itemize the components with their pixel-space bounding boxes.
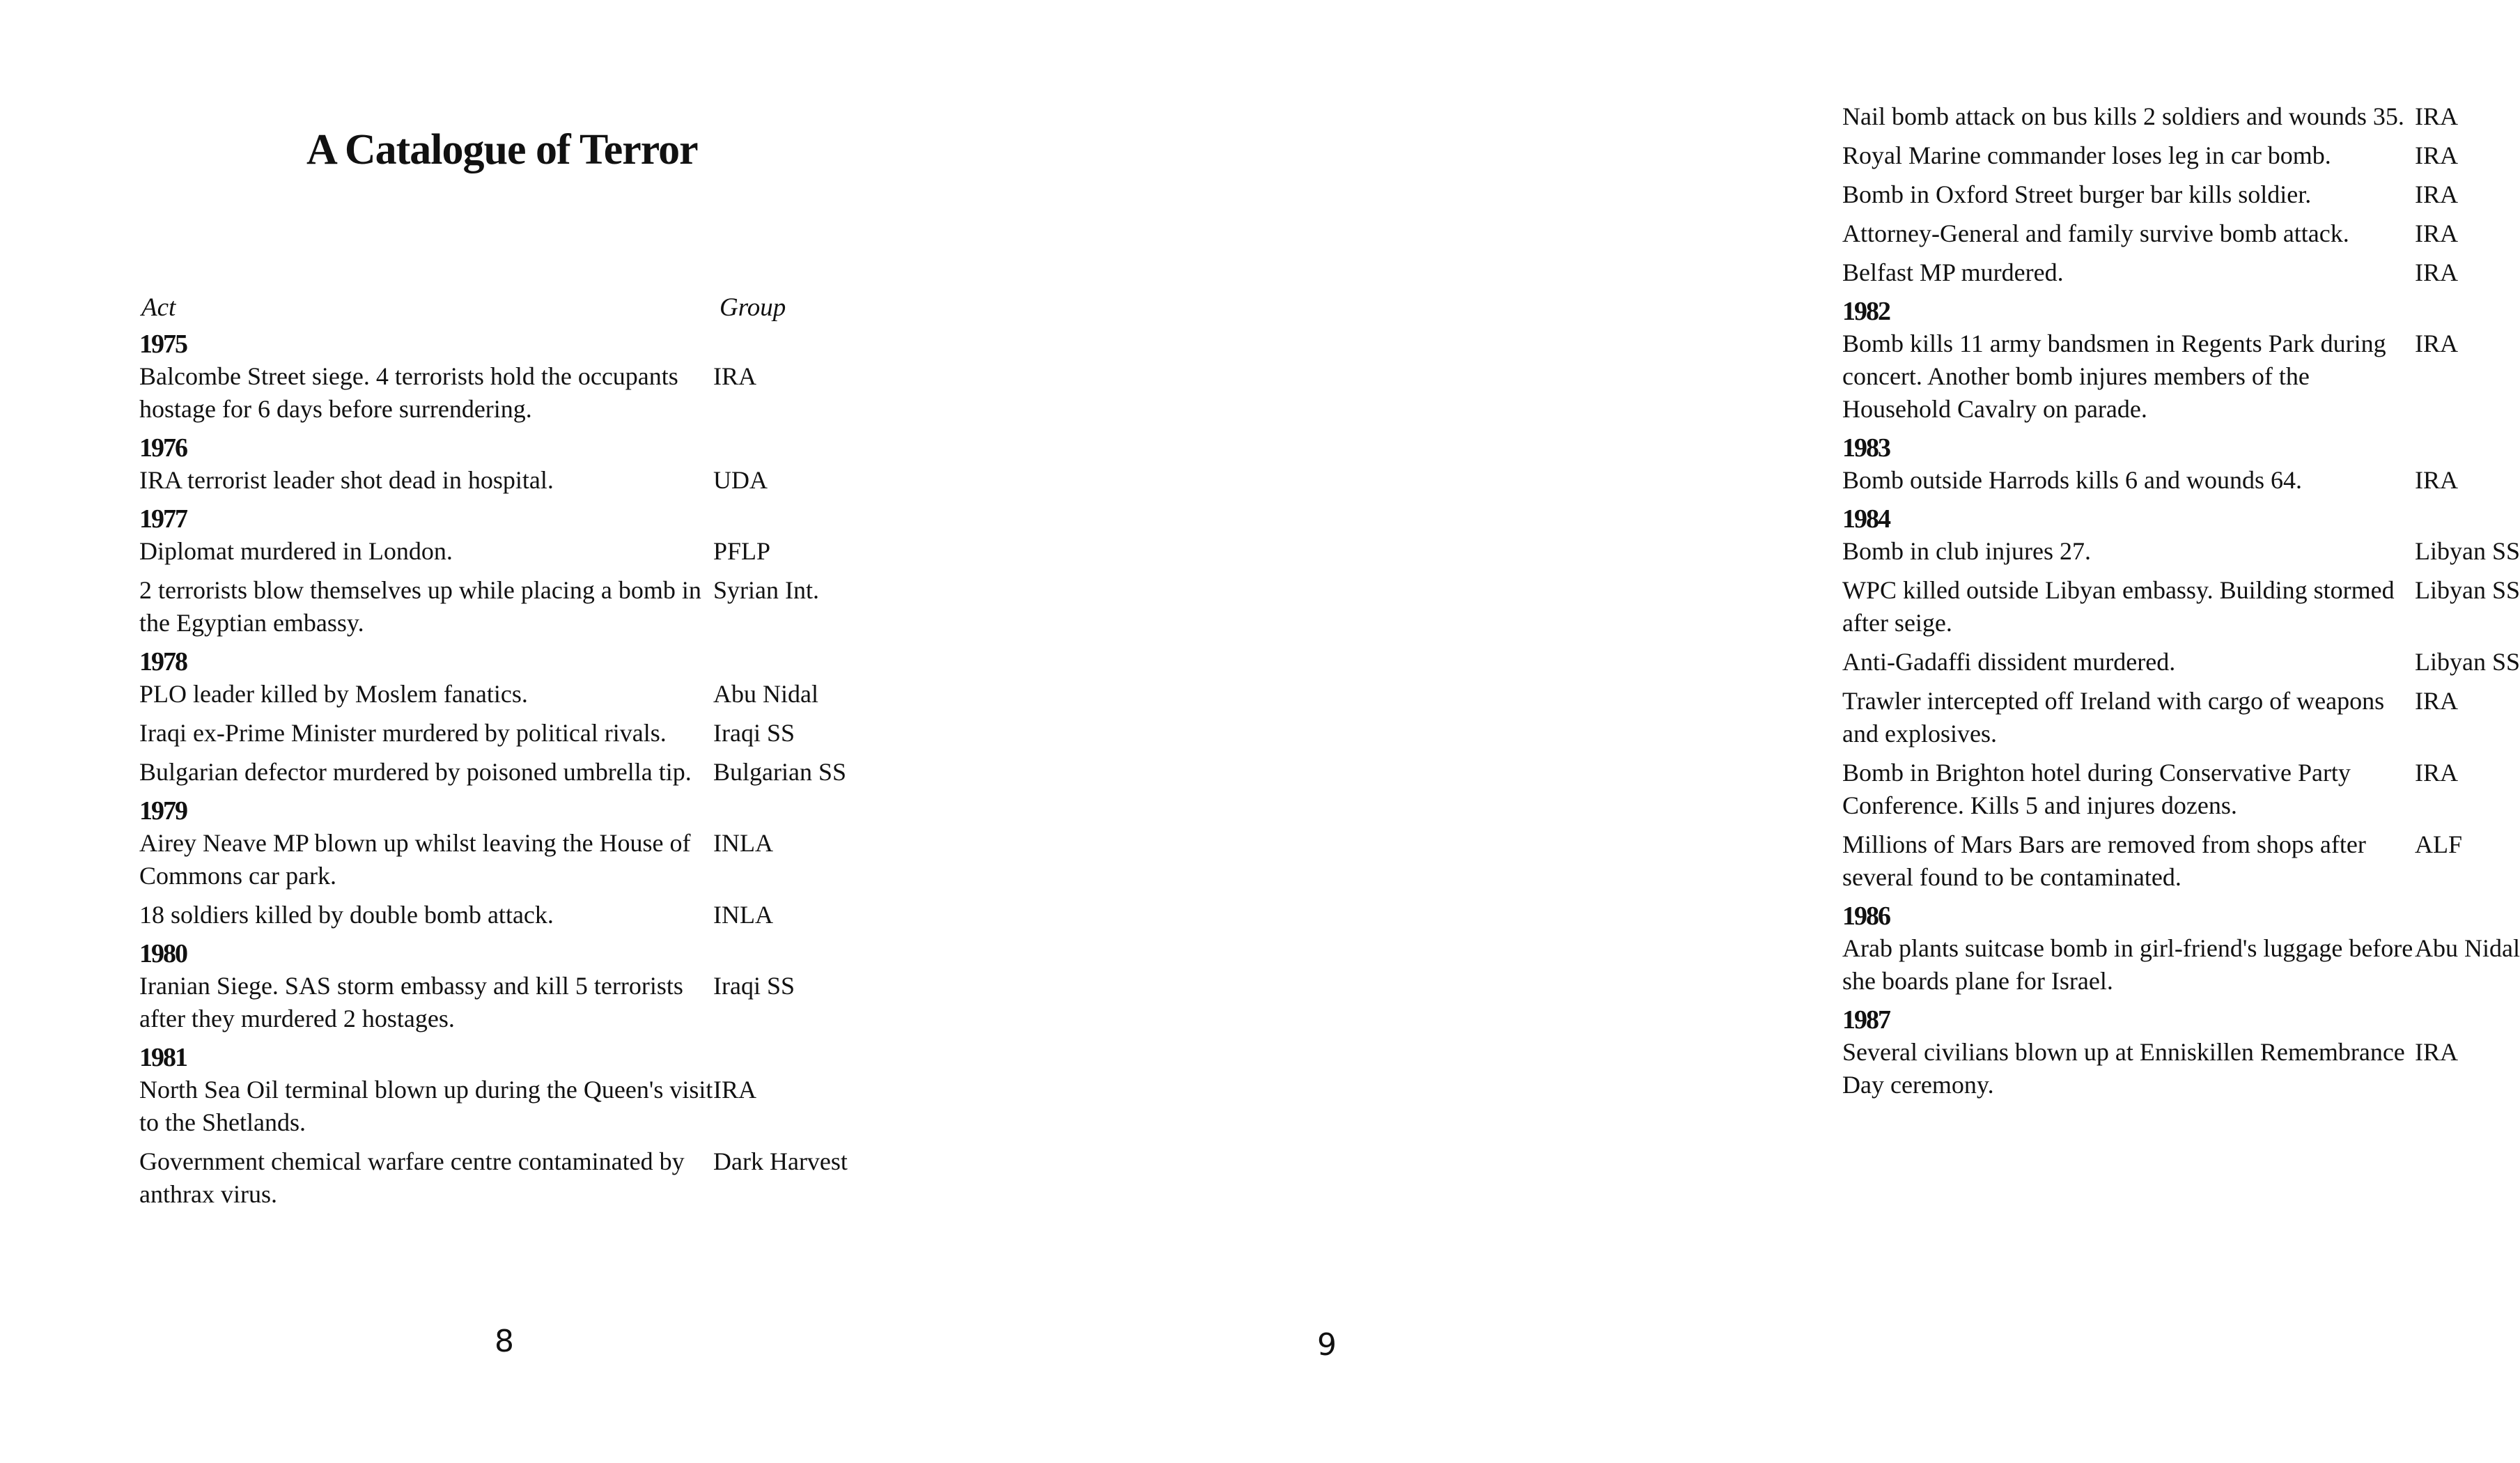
year-heading: 1987 [1842, 1005, 1890, 1035]
entry-row [1842, 535, 2520, 568]
act-description: Bomb kills 11 army bandsmen in Regents Park during concert. Another bomb injures members of the Household Cavalry on parade. [1842, 330, 2386, 423]
entry-row [139, 756, 848, 789]
act-description: Bomb outside Harrods kills 6 and wounds 64. [1842, 466, 2302, 494]
group-name: IRA [2415, 180, 2458, 208]
group-name: Libyan SS [2415, 576, 2520, 604]
act-description: 2 terrorists blow themselves up while placing a bomb in the Egyptian embassy. [139, 576, 701, 637]
entry-row [139, 717, 848, 750]
group-name: INLA [713, 901, 773, 929]
group-name: Syrian Int. [713, 576, 819, 604]
act-description: Millions of Mars Bars are removed from shops after several found to be contaminated. [1842, 830, 2366, 891]
entry-row [1842, 685, 2520, 750]
group-name: ALF [2415, 830, 2463, 858]
act-description: Royal Marine commander loses leg in car bomb. [1842, 141, 2331, 169]
entry-row [1842, 217, 2520, 250]
entry-row [1842, 757, 2520, 822]
year-heading: 1980 [139, 939, 187, 968]
group-name: Libyan SS [2415, 537, 2520, 565]
group-name: PFLP [713, 537, 771, 565]
act-description: Arab plants suitcase bomb in girl-friend's luggage before she boards plane for Israel. [1842, 934, 2413, 995]
entry-row [1842, 464, 2520, 497]
entry-row [1842, 139, 2520, 172]
act-description: Government chemical warfare centre contaminated by anthrax virus. [139, 1147, 685, 1208]
group-name: IRA [2415, 687, 2458, 715]
group-name: Libyan SS [2415, 648, 2520, 676]
act-description: Anti-Gadaffi dissident murdered. [1842, 648, 2176, 676]
entry-row [139, 899, 848, 931]
entry-row [1842, 828, 2520, 894]
year-heading: 1982 [1842, 297, 1890, 326]
group-column-header: Group [720, 293, 786, 322]
entry-row [139, 360, 848, 426]
group-name: IRA [2415, 219, 2458, 247]
group-name: Abu Nidal [713, 680, 818, 708]
group-name: IRA [2415, 141, 2458, 169]
group-name: UDA [713, 466, 768, 494]
group-name: IRA [713, 1076, 756, 1104]
entry-row [1842, 646, 2520, 679]
act-description: Nail bomb attack on bus kills 2 soldiers and wounds 35. [1842, 102, 2404, 130]
year-heading: 1984 [1842, 504, 1890, 534]
right-page [889, 0, 2520, 1463]
act-description: Attorney-General and family survive bomb attack. [1842, 219, 2349, 247]
act-description: Iranian Siege. SAS storm embassy and kill 5 terrorists after they murdered 2 hostages. [139, 972, 683, 1032]
group-name: IRA [2415, 466, 2458, 494]
entry-row [1842, 100, 2520, 133]
group-name: Iraqi SS [713, 972, 795, 1000]
act-description: WPC killed outside Libyan embassy. Building stormed after seige. [1842, 576, 2395, 637]
act-description: IRA terrorist leader shot dead in hospital. [139, 466, 554, 494]
entry-row [1842, 327, 2520, 426]
entry-row [1842, 256, 2520, 289]
act-description: Bomb in Brighton hotel during Conservative Party Conference. Kills 5 and injures dozens. [1842, 759, 2351, 819]
entry-row [1842, 574, 2520, 640]
year-heading: 1983 [1842, 433, 1890, 463]
group-name: Abu Nidal [2415, 934, 2520, 962]
act-description: 18 soldiers killed by double bomb attack. [139, 901, 554, 929]
entry-row [139, 1074, 848, 1139]
year-heading: 1976 [139, 433, 187, 463]
left-entries-list [139, 324, 848, 1217]
year-heading: 1977 [139, 504, 187, 534]
year-heading: 1979 [139, 796, 187, 826]
page-number-right: 9 [1317, 1327, 1337, 1363]
act-description: Belfast MP murdered. [1842, 258, 2064, 286]
year-heading: 1986 [1842, 901, 1890, 931]
act-description: Trawler intercepted off Ireland with cargo of weapons and explosives. [1842, 687, 2385, 748]
entry-row [1842, 178, 2520, 211]
entry-row [139, 574, 848, 640]
left-page [0, 0, 889, 1463]
act-description: Iraqi ex-Prime Minister murdered by political rivals. [139, 719, 667, 747]
group-name: Dark Harvest [713, 1147, 848, 1175]
act-description: Airey Neave MP blown up whilst leaving the House of Commons car park. [139, 829, 691, 890]
entry-row [139, 970, 848, 1035]
act-description: Bulgarian defector murdered by poisoned umbrella tip. [139, 758, 692, 786]
group-name: IRA [2415, 102, 2458, 130]
page-title: A Catalogue of Terror [306, 126, 698, 173]
act-column-header: Act [141, 293, 176, 322]
entry-row [1842, 1036, 2520, 1101]
year-heading: 1975 [139, 330, 187, 359]
act-description: PLO leader killed by Moslem fanatics. [139, 680, 528, 708]
act-description: Bomb in club injures 27. [1842, 537, 2091, 565]
group-name: IRA [2415, 1038, 2458, 1066]
entry-row [139, 678, 848, 711]
group-name: IRA [2415, 759, 2458, 787]
group-name: IRA [2415, 258, 2458, 286]
act-description: Bomb in Oxford Street burger bar kills soldier. [1842, 180, 2312, 208]
group-name: INLA [713, 829, 773, 857]
page-number-left: 8 [495, 1324, 514, 1359]
group-name: Bulgarian SS [713, 758, 847, 786]
year-heading: 1978 [139, 647, 187, 676]
entry-row [139, 827, 848, 892]
entry-row [139, 535, 848, 568]
act-description: Balcombe Street siege. 4 terrorists hold the occupants hostage for 6 days before surrendering. [139, 362, 678, 423]
year-heading: 1981 [139, 1043, 187, 1072]
act-description: North Sea Oil terminal blown up during the Queen's visit to the Shetlands. [139, 1076, 713, 1136]
right-entries-list [1842, 100, 2520, 1108]
entry-row [139, 1145, 848, 1211]
group-name: Iraqi SS [713, 719, 795, 747]
group-name: IRA [713, 362, 756, 390]
group-name: IRA [2415, 330, 2458, 357]
entry-row [1842, 932, 2520, 998]
act-description: Several civilians blown up at Enniskillen Remembrance Day ceremony. [1842, 1038, 2405, 1099]
entry-row [139, 464, 848, 497]
act-description: Diplomat murdered in London. [139, 537, 453, 565]
